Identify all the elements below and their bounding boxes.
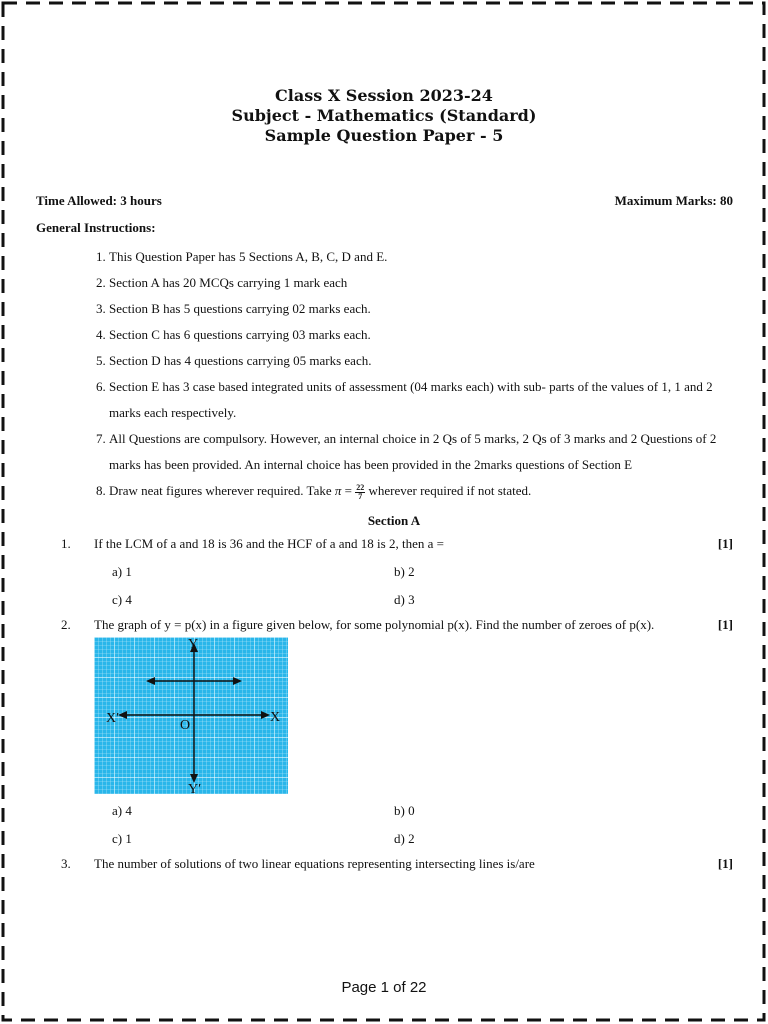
option-b: b) 0 — [394, 803, 415, 818]
instruction-item: 6. Section E has 3 case based integrated units of assessment (04 marks each) with sub- parts of the values of 1, 1 and 2 marks each respectively. — [96, 379, 713, 420]
origin-label: O — [180, 718, 191, 733]
paper-title: Sample Question Paper - 5 — [264, 126, 504, 145]
section-a-title: Section A — [367, 513, 421, 528]
question-marks: [1] — [717, 856, 733, 871]
question-marks: [1] — [717, 536, 733, 551]
time-allowed: Time Allowed: 3 hours — [36, 193, 162, 208]
option-a: a) 1 — [112, 564, 132, 579]
instruction-item: 4. Section C has 6 questions carrying 03 marks each. — [96, 327, 371, 342]
instruction-item: 3. Section B has 5 questions carrying 02 marks each. — [96, 301, 371, 316]
question-number: 1. — [61, 536, 71, 551]
instruction-item: 1. This Question Paper has 5 Sections A, B, C, D and E. — [96, 249, 388, 264]
pi-symbol: π — [334, 483, 342, 498]
question-text: The graph of y = p(x) in a figure given below, for some polynomial p(x). Find the number of zeroes of p(x). — [94, 617, 655, 632]
option-c: c) 4 — [112, 592, 132, 607]
option-d: d) 2 — [394, 831, 415, 846]
question-text: If the LCM of a and 18 is 36 and the HCF of a and 18 is 2, then a = — [94, 536, 444, 551]
instruction-item: 8. Draw neat figures wherever required. Take π = $\frac{22}{7}$ wherever required if not stated. — [96, 482, 532, 501]
instruction-item: 7. All Questions are compulsory. However, an internal choice in 2 Qs of 5 marks, 2 Qs of 3 marks and 2 Questions of 2 marks has been provided. An internal choice has been provided in the 2marks questions of Section E — [96, 431, 717, 472]
instructions-list — [96, 244, 736, 504]
option-b: b) 2 — [394, 564, 415, 579]
class-session: Class X Session 2023-24 — [275, 86, 493, 105]
polynomial-graph — [94, 637, 288, 794]
option-a: a) 4 — [112, 803, 132, 818]
y-neg-label: Y′ — [188, 782, 202, 794]
option-c: c) 1 — [112, 831, 132, 846]
subject: Subject - Mathematics (Standard) — [231, 106, 537, 125]
question-marks: [1] — [717, 617, 733, 632]
x-label: X — [270, 710, 281, 725]
question-number: 3. — [61, 856, 71, 871]
fraction-22-over-7: $\frac{22}{7}$ — [356, 482, 365, 501]
page-number: Page 1 of 22 — [341, 979, 427, 996]
question-text: The number of solutions of two linear equations representing intersecting lines is/are — [94, 856, 535, 871]
general-instructions-title: General Instructions: — [36, 220, 156, 235]
question-number: 2. — [61, 617, 71, 632]
paper-header — [0, 86, 768, 146]
instruction-item: 5. Section D has 4 questions carrying 05 marks each. — [96, 353, 372, 368]
option-d: d) 3 — [394, 592, 415, 607]
x-neg-label: X′ — [106, 711, 120, 726]
instruction-item: 2. Section A has 20 MCQs carrying 1 mark each — [96, 275, 348, 290]
y-label: Y — [188, 637, 199, 652]
maximum-marks: Maximum Marks: 80 — [614, 193, 733, 208]
